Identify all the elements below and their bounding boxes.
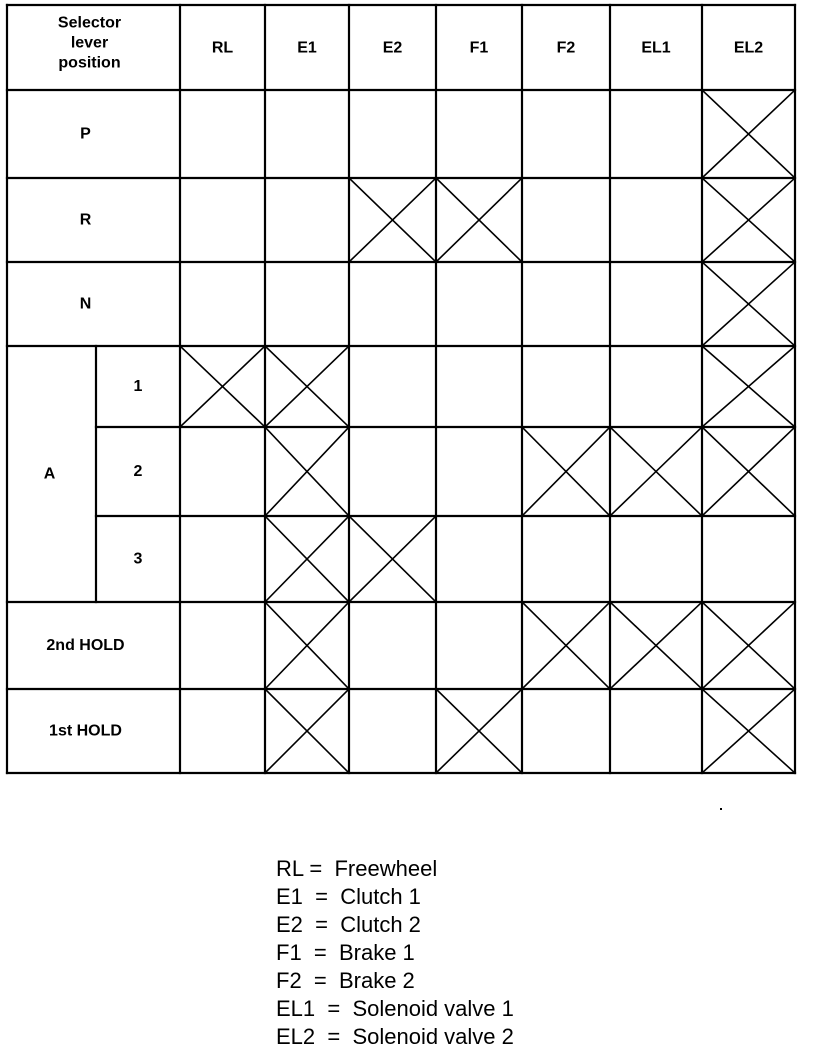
engaged-cross-e2 <box>349 516 436 602</box>
engaged-cross-rl <box>180 346 265 427</box>
engaged-cross-f2 <box>522 602 610 689</box>
engaged-cross-e1 <box>265 427 349 516</box>
engaged-cross-el2 <box>702 346 795 427</box>
engaged-cross-e1 <box>265 516 349 602</box>
engaged-cross-el2 <box>702 178 795 262</box>
legend-item-rl: RL = Freewheel <box>276 856 438 881</box>
legend-item-e2: E2 = Clutch 2 <box>276 912 421 937</box>
engaged-cross-f2 <box>522 427 610 516</box>
engaged-cross-el2 <box>702 427 795 516</box>
engaged-cross-f1 <box>436 178 522 262</box>
engaged-cross-el2 <box>702 689 795 773</box>
stray-dot <box>720 808 722 810</box>
header-selector-label: position <box>58 54 121 72</box>
header-column-e2: E2 <box>382 39 403 57</box>
row-label: 1st HOLD <box>49 722 122 740</box>
legend-item-f1: F1 = Brake 1 <box>276 940 415 965</box>
header-column-rl: RL <box>211 39 234 57</box>
legend-item-el2: EL2 = Solenoid valve 2 <box>276 1024 514 1049</box>
table-grid <box>7 5 795 773</box>
header-selector-label: Selector <box>57 14 122 32</box>
legend-item-el1: EL1 = Solenoid valve 1 <box>276 996 514 1021</box>
engaged-cross-e1 <box>265 689 349 773</box>
header-column-f1: F1 <box>469 39 489 57</box>
row-group-label: A <box>43 465 56 483</box>
table-labels <box>44 15 764 740</box>
header-column-el1: EL1 <box>641 39 671 57</box>
engaged-cross-el2 <box>702 602 795 689</box>
row-label-a3: 3 <box>133 550 143 568</box>
engaged-cross-el2 <box>702 262 795 346</box>
header-column-f2: F2 <box>556 39 576 57</box>
engaged-cross-e1 <box>265 602 349 689</box>
header-selector-label: lever <box>70 34 109 52</box>
legend <box>276 855 514 1051</box>
engaged-cross-e2 <box>349 178 436 262</box>
row-label: R <box>79 211 92 229</box>
engaged-cross-el2 <box>702 90 795 178</box>
row-label: N <box>79 295 92 313</box>
row-label-a1: 1 <box>133 378 143 395</box>
header-column-el2: EL2 <box>733 39 764 57</box>
engaged-cross-el1 <box>610 427 702 516</box>
row-label: P <box>80 125 91 143</box>
legend-item-f2: F2 = Brake 2 <box>276 968 415 993</box>
engaged-cross-f1 <box>436 689 522 773</box>
engaged-cross-el1 <box>610 602 702 689</box>
row-label-a2: 2 <box>133 463 143 480</box>
row-label: 2nd HOLD <box>46 637 125 654</box>
legend-item-e1: E1 = Clutch 1 <box>276 884 421 909</box>
engaged-cross-e1 <box>265 346 349 427</box>
header-column-e1: E1 <box>297 39 317 57</box>
